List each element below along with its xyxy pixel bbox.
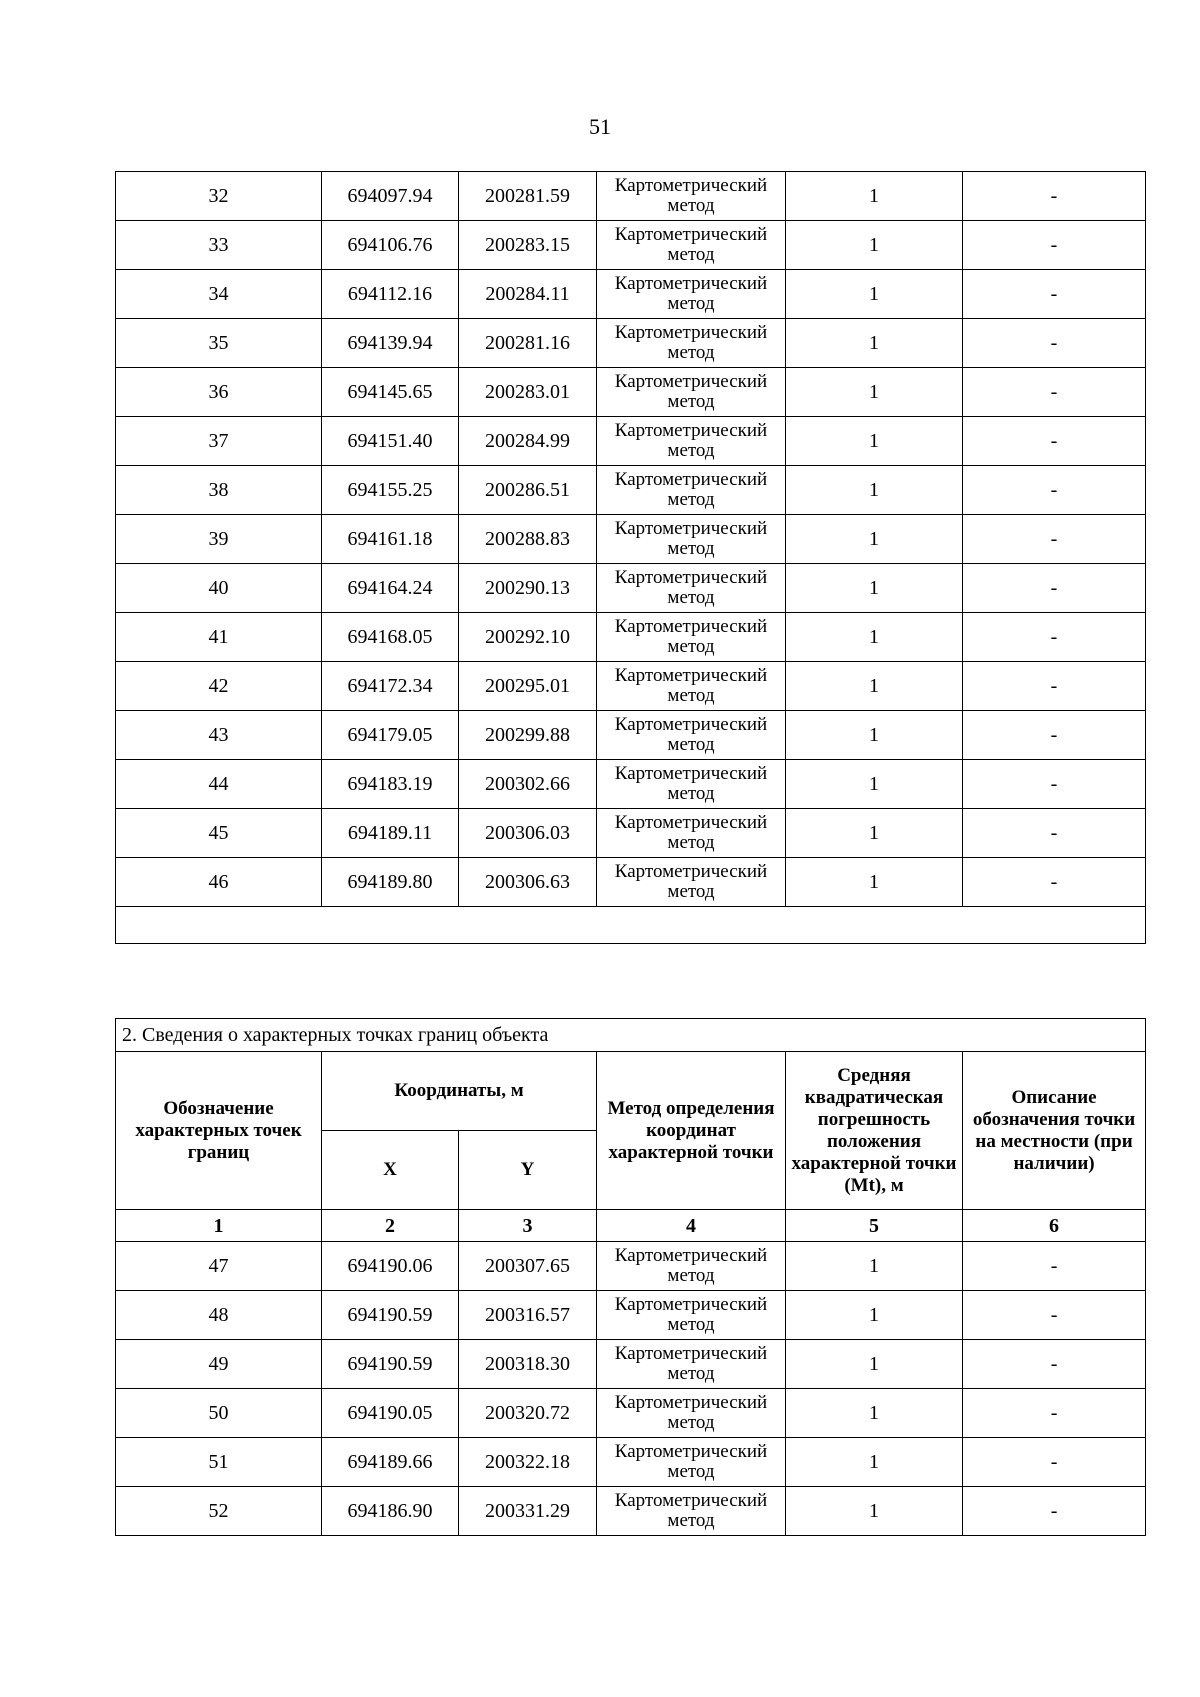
point-number-cell: 32 bbox=[116, 172, 322, 221]
method-line-2: метод bbox=[667, 538, 715, 559]
point-number-cell: 48 bbox=[116, 1291, 322, 1340]
y-coordinate-cell: 200286.51 bbox=[459, 466, 597, 515]
x-coordinate-cell: 694186.90 bbox=[322, 1487, 459, 1536]
method-cell bbox=[597, 319, 786, 368]
table-row bbox=[116, 662, 1146, 711]
point-number-cell: 44 bbox=[116, 760, 322, 809]
method-line-2: метод bbox=[667, 685, 715, 706]
boundary-points-table-continued bbox=[115, 171, 1146, 944]
header-mt: Средняя квадратическая погрешность положения характерной точки (Mt), м bbox=[786, 1052, 963, 1210]
mt-cell: 1 bbox=[786, 1389, 963, 1438]
y-coordinate-cell: 200283.15 bbox=[459, 221, 597, 270]
point-number-cell: 47 bbox=[116, 1242, 322, 1291]
table-row bbox=[116, 417, 1146, 466]
method-line-1: Картометрический bbox=[614, 665, 768, 686]
table-row bbox=[116, 1438, 1146, 1487]
method-cell bbox=[597, 1242, 786, 1291]
mt-cell: 1 bbox=[786, 1340, 963, 1389]
x-coordinate-cell: 694190.59 bbox=[322, 1340, 459, 1389]
description-cell: - bbox=[963, 858, 1146, 907]
method-line-1: Картометрический bbox=[614, 469, 768, 490]
description-cell: - bbox=[963, 417, 1146, 466]
mt-cell: 1 bbox=[786, 515, 963, 564]
table-row bbox=[116, 466, 1146, 515]
table-row bbox=[116, 1340, 1146, 1389]
point-number-cell: 37 bbox=[116, 417, 322, 466]
method-line-1: Картометрический bbox=[614, 1441, 768, 1462]
column-number: 2 bbox=[322, 1210, 459, 1242]
header-x: X bbox=[322, 1131, 459, 1210]
description-cell: - bbox=[963, 1291, 1146, 1340]
method-line-1: Картометрический bbox=[614, 175, 768, 196]
header-coordinates: Координаты, м bbox=[322, 1052, 597, 1131]
y-coordinate-cell: 200284.11 bbox=[459, 270, 597, 319]
description-cell: - bbox=[963, 1389, 1146, 1438]
method-line-1: Картометрический bbox=[614, 616, 768, 637]
method-cell bbox=[597, 270, 786, 319]
x-coordinate-cell: 694189.11 bbox=[322, 809, 459, 858]
x-coordinate-cell: 694164.24 bbox=[322, 564, 459, 613]
point-number-cell: 45 bbox=[116, 809, 322, 858]
point-number-cell: 36 bbox=[116, 368, 322, 417]
description-cell: - bbox=[963, 368, 1146, 417]
mt-cell: 1 bbox=[786, 809, 963, 858]
method-line-1: Картометрический bbox=[614, 1343, 768, 1364]
point-number-cell: 42 bbox=[116, 662, 322, 711]
x-coordinate-cell: 694190.05 bbox=[322, 1389, 459, 1438]
description-cell: - bbox=[963, 613, 1146, 662]
x-coordinate-cell: 694155.25 bbox=[322, 466, 459, 515]
method-cell bbox=[597, 1487, 786, 1536]
description-cell: - bbox=[963, 809, 1146, 858]
x-coordinate-cell: 694183.19 bbox=[322, 760, 459, 809]
point-number-cell: 41 bbox=[116, 613, 322, 662]
method-line-2: метод bbox=[667, 587, 715, 608]
method-line-2: метод bbox=[667, 832, 715, 853]
point-number-cell: 33 bbox=[116, 221, 322, 270]
mt-cell: 1 bbox=[786, 270, 963, 319]
description-cell: - bbox=[963, 564, 1146, 613]
x-coordinate-cell: 694168.05 bbox=[322, 613, 459, 662]
method-cell bbox=[597, 809, 786, 858]
header-method: Метод определения координат характерной точки bbox=[597, 1052, 786, 1210]
y-coordinate-cell: 200318.30 bbox=[459, 1340, 597, 1389]
table-row bbox=[116, 1291, 1146, 1340]
x-coordinate-cell: 694112.16 bbox=[322, 270, 459, 319]
method-line-1: Картометрический bbox=[614, 420, 768, 441]
y-coordinate-cell: 200306.03 bbox=[459, 809, 597, 858]
mt-cell: 1 bbox=[786, 613, 963, 662]
y-coordinate-cell: 200306.63 bbox=[459, 858, 597, 907]
description-cell: - bbox=[963, 760, 1146, 809]
method-line-2: метод bbox=[667, 342, 715, 363]
table-row bbox=[116, 1487, 1146, 1536]
y-coordinate-cell: 200322.18 bbox=[459, 1438, 597, 1487]
y-coordinate-cell: 200290.13 bbox=[459, 564, 597, 613]
method-line-2: метод bbox=[667, 440, 715, 461]
description-cell: - bbox=[963, 270, 1146, 319]
method-cell bbox=[597, 760, 786, 809]
description-cell: - bbox=[963, 711, 1146, 760]
x-coordinate-cell: 694190.06 bbox=[322, 1242, 459, 1291]
mt-cell: 1 bbox=[786, 172, 963, 221]
mt-cell: 1 bbox=[786, 760, 963, 809]
method-line-1: Картометрический bbox=[614, 518, 768, 539]
method-line-2: метод bbox=[667, 1461, 715, 1482]
page-number: 51 bbox=[589, 114, 611, 139]
method-cell bbox=[597, 1438, 786, 1487]
x-coordinate-cell: 694189.80 bbox=[322, 858, 459, 907]
point-number-cell: 34 bbox=[116, 270, 322, 319]
y-coordinate-cell: 200320.72 bbox=[459, 1389, 597, 1438]
column-number: 3 bbox=[459, 1210, 597, 1242]
description-cell: - bbox=[963, 662, 1146, 711]
description-cell: - bbox=[963, 515, 1146, 564]
method-line-1: Картометрический bbox=[614, 1294, 768, 1315]
point-number-cell: 52 bbox=[116, 1487, 322, 1536]
column-number: 6 bbox=[963, 1210, 1146, 1242]
table-row bbox=[116, 319, 1146, 368]
method-cell bbox=[597, 662, 786, 711]
table-row bbox=[116, 809, 1146, 858]
method-line-1: Картометрический bbox=[614, 567, 768, 588]
table-body bbox=[116, 172, 1146, 907]
method-line-1: Картометрический bbox=[614, 273, 768, 294]
method-line-1: Картометрический bbox=[614, 1392, 768, 1413]
description-cell: - bbox=[963, 1340, 1146, 1389]
y-coordinate-cell: 200302.66 bbox=[459, 760, 597, 809]
table-row bbox=[116, 760, 1146, 809]
method-line-2: метод bbox=[667, 1314, 715, 1335]
mt-cell: 1 bbox=[786, 1438, 963, 1487]
table-row bbox=[116, 613, 1146, 662]
header-description: Описание обозначения точки на местности (при наличии) bbox=[963, 1052, 1146, 1210]
method-cell bbox=[597, 711, 786, 760]
description-cell: - bbox=[963, 221, 1146, 270]
method-cell bbox=[597, 515, 786, 564]
y-coordinate-cell: 200281.16 bbox=[459, 319, 597, 368]
description-cell: - bbox=[963, 1487, 1146, 1536]
method-line-2: метод bbox=[667, 1510, 715, 1531]
point-number-cell: 38 bbox=[116, 466, 322, 515]
y-coordinate-cell: 200299.88 bbox=[459, 711, 597, 760]
point-number-cell: 43 bbox=[116, 711, 322, 760]
mt-cell: 1 bbox=[786, 417, 963, 466]
y-coordinate-cell: 200288.83 bbox=[459, 515, 597, 564]
method-line-2: метод bbox=[667, 391, 715, 412]
point-number-cell: 35 bbox=[116, 319, 322, 368]
method-cell bbox=[597, 417, 786, 466]
header-row bbox=[116, 1052, 1146, 1131]
x-coordinate-cell: 694139.94 bbox=[322, 319, 459, 368]
y-coordinate-cell: 200331.29 bbox=[459, 1487, 597, 1536]
method-line-1: Картометрический bbox=[614, 371, 768, 392]
method-line-1: Картометрический bbox=[614, 1490, 768, 1511]
method-cell bbox=[597, 221, 786, 270]
point-number-cell: 49 bbox=[116, 1340, 322, 1389]
x-coordinate-cell: 694106.76 bbox=[322, 221, 459, 270]
point-number-cell: 40 bbox=[116, 564, 322, 613]
mt-cell: 1 bbox=[786, 711, 963, 760]
section-title-row bbox=[116, 1019, 1146, 1052]
empty-row bbox=[116, 907, 1146, 944]
method-cell bbox=[597, 1291, 786, 1340]
description-cell: - bbox=[963, 1438, 1146, 1487]
mt-cell: 1 bbox=[786, 319, 963, 368]
column-number: 4 bbox=[597, 1210, 786, 1242]
mt-cell: 1 bbox=[786, 564, 963, 613]
method-cell bbox=[597, 1340, 786, 1389]
y-coordinate-cell: 200307.65 bbox=[459, 1242, 597, 1291]
boundary-points-table bbox=[115, 1018, 1146, 1536]
description-cell: - bbox=[963, 466, 1146, 515]
method-cell bbox=[597, 172, 786, 221]
x-coordinate-cell: 694097.94 bbox=[322, 172, 459, 221]
table-row bbox=[116, 564, 1146, 613]
method-cell bbox=[597, 1389, 786, 1438]
method-line-1: Картометрический bbox=[614, 861, 768, 882]
table-row bbox=[116, 1389, 1146, 1438]
table-row bbox=[116, 711, 1146, 760]
method-line-1: Картометрический bbox=[614, 322, 768, 343]
table-row bbox=[116, 270, 1146, 319]
mt-cell: 1 bbox=[786, 1242, 963, 1291]
method-line-2: метод bbox=[667, 489, 715, 510]
y-coordinate-cell: 200316.57 bbox=[459, 1291, 597, 1340]
point-number-cell: 39 bbox=[116, 515, 322, 564]
y-coordinate-cell: 200295.01 bbox=[459, 662, 597, 711]
method-line-2: метод bbox=[667, 734, 715, 755]
column-number: 1 bbox=[116, 1210, 322, 1242]
y-coordinate-cell: 200283.01 bbox=[459, 368, 597, 417]
method-cell bbox=[597, 613, 786, 662]
method-line-2: метод bbox=[667, 195, 715, 216]
method-line-2: метод bbox=[667, 293, 715, 314]
mt-cell: 1 bbox=[786, 858, 963, 907]
description-cell: - bbox=[963, 1242, 1146, 1291]
header-y: Y bbox=[459, 1131, 597, 1210]
table-row bbox=[116, 1242, 1146, 1291]
point-number-cell: 46 bbox=[116, 858, 322, 907]
x-coordinate-cell: 694172.34 bbox=[322, 662, 459, 711]
section-title: 2. Сведения о характерных точках границ объекта bbox=[116, 1019, 1146, 1052]
method-line-1: Картометрический bbox=[614, 714, 768, 735]
table-body bbox=[116, 1242, 1146, 1536]
y-coordinate-cell: 200292.10 bbox=[459, 613, 597, 662]
empty-cell bbox=[116, 907, 1146, 944]
x-coordinate-cell: 694151.40 bbox=[322, 417, 459, 466]
y-coordinate-cell: 200281.59 bbox=[459, 172, 597, 221]
method-line-1: Картометрический bbox=[614, 763, 768, 784]
method-line-2: метод bbox=[667, 1412, 715, 1433]
column-number: 5 bbox=[786, 1210, 963, 1242]
method-line-2: метод bbox=[667, 1363, 715, 1384]
method-line-2: метод bbox=[667, 881, 715, 902]
x-coordinate-cell: 694179.05 bbox=[322, 711, 459, 760]
x-coordinate-cell: 694190.59 bbox=[322, 1291, 459, 1340]
x-coordinate-cell: 694145.65 bbox=[322, 368, 459, 417]
table-row bbox=[116, 858, 1146, 907]
method-line-2: метод bbox=[667, 1265, 715, 1286]
method-line-1: Картометрический bbox=[614, 812, 768, 833]
y-coordinate-cell: 200284.99 bbox=[459, 417, 597, 466]
method-cell bbox=[597, 564, 786, 613]
mt-cell: 1 bbox=[786, 1291, 963, 1340]
mt-cell: 1 bbox=[786, 662, 963, 711]
table-row bbox=[116, 172, 1146, 221]
description-cell: - bbox=[963, 172, 1146, 221]
mt-cell: 1 bbox=[786, 221, 963, 270]
method-line-2: метод bbox=[667, 636, 715, 657]
table-row bbox=[116, 515, 1146, 564]
mt-cell: 1 bbox=[786, 466, 963, 515]
method-cell bbox=[597, 858, 786, 907]
table-row bbox=[116, 221, 1146, 270]
point-number-cell: 51 bbox=[116, 1438, 322, 1487]
method-line-1: Картометрический bbox=[614, 224, 768, 245]
mt-cell: 1 bbox=[786, 1487, 963, 1536]
table-row bbox=[116, 368, 1146, 417]
method-line-1: Картометрический bbox=[614, 1245, 768, 1266]
method-cell bbox=[597, 368, 786, 417]
x-coordinate-cell: 694161.18 bbox=[322, 515, 459, 564]
point-number-cell: 50 bbox=[116, 1389, 322, 1438]
method-cell bbox=[597, 466, 786, 515]
mt-cell: 1 bbox=[786, 368, 963, 417]
description-cell: - bbox=[963, 319, 1146, 368]
method-line-2: метод bbox=[667, 783, 715, 804]
header-designation: Обозначение характерных точек границ bbox=[116, 1052, 322, 1210]
column-numbers-row bbox=[116, 1210, 1146, 1242]
x-coordinate-cell: 694189.66 bbox=[322, 1438, 459, 1487]
method-line-2: метод bbox=[667, 244, 715, 265]
